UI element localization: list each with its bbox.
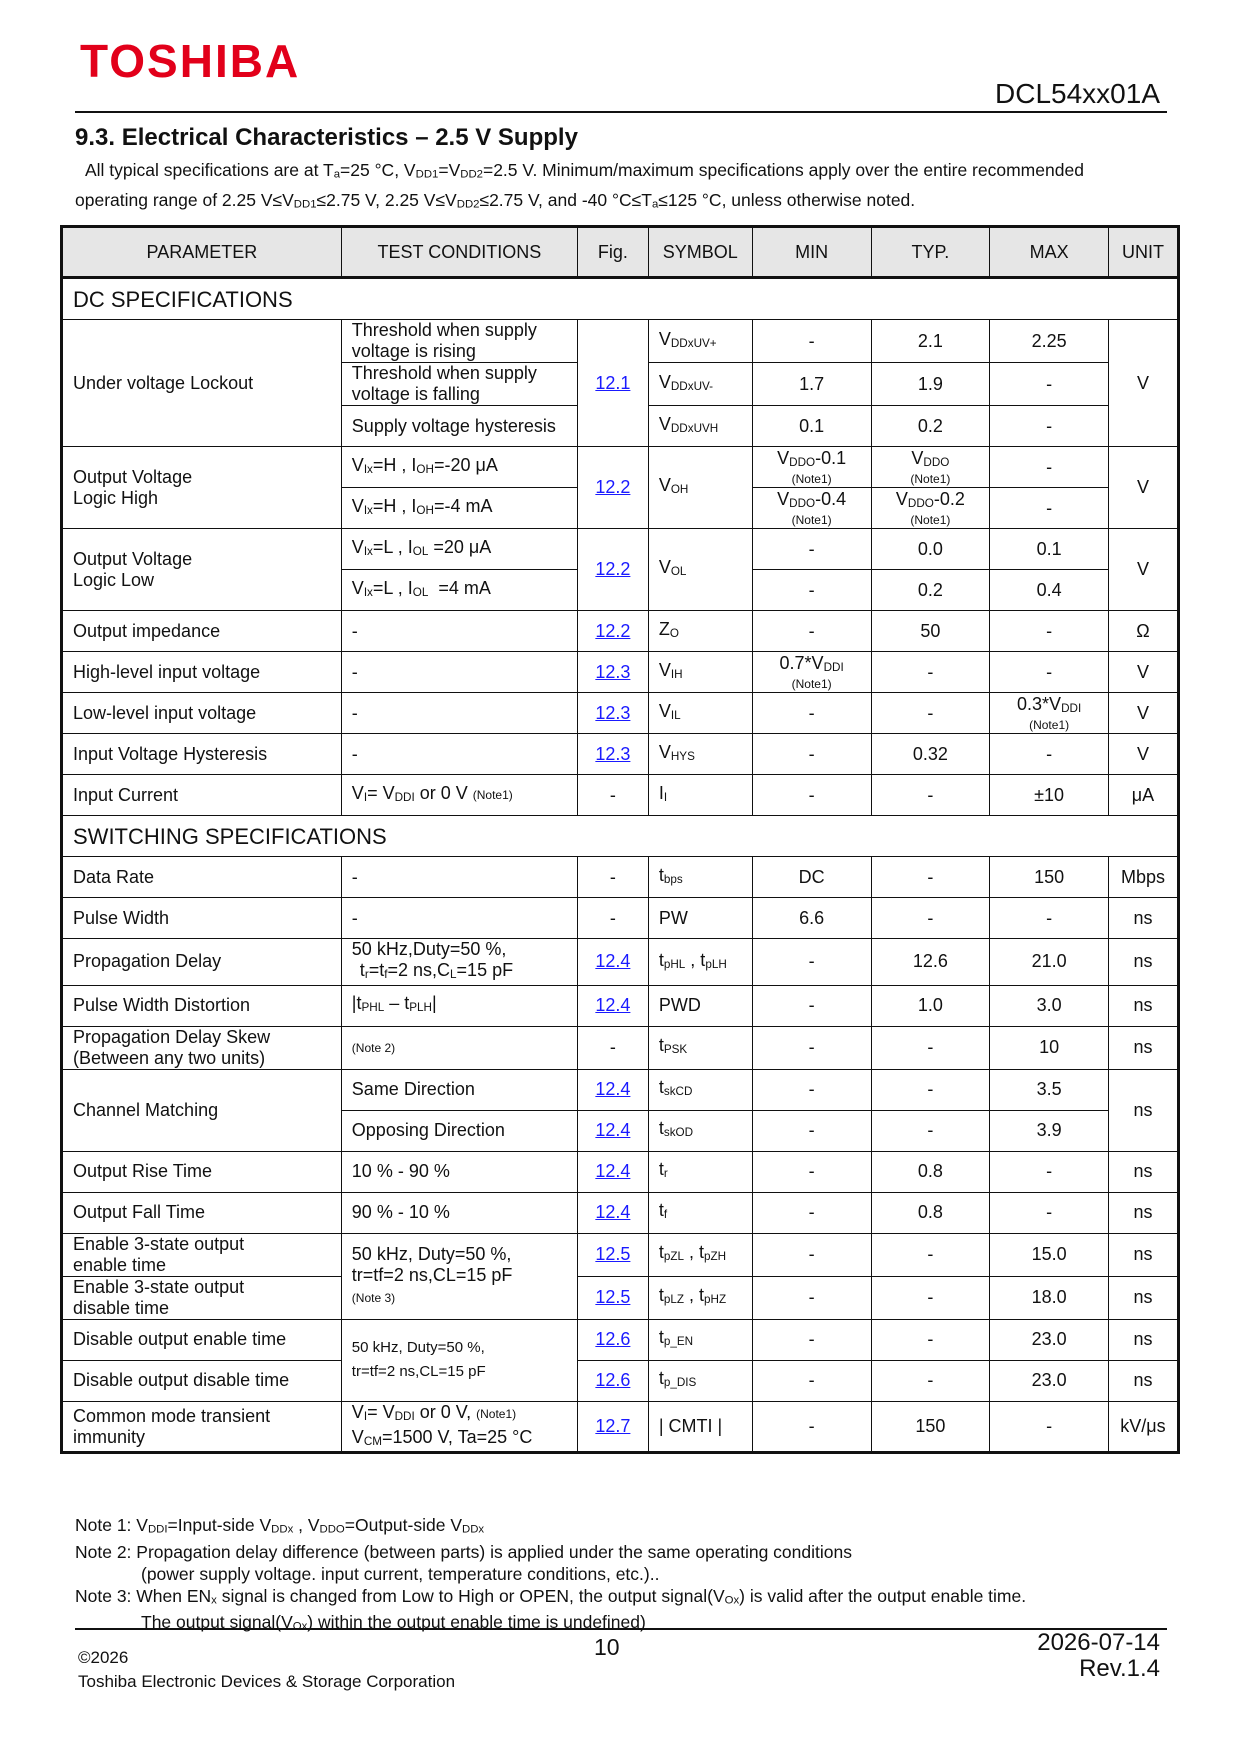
header-min: MIN <box>752 227 871 278</box>
doc-date: 2026-07-14 <box>1037 1629 1160 1656</box>
table-row: Disable output disable time 12.6 $t_{p\_DIS}$ - - 23.0 ns <box>62 1360 1179 1401</box>
fig-link[interactable]: 12.7 <box>595 1416 631 1436</box>
electrical-characteristics-table <box>60 225 1180 1454</box>
fig-link[interactable]: 12.4 <box>595 951 631 972</box>
table-row: High-level input voltage - 12.3 $V_{IH}$ $0.7*V_{DDI}$ (Note1) - - V <box>62 652 1179 693</box>
table-row: Output Voltage Logic Low $V_{Ix}=L$ , $I_{OL} =20$ μA 12.2 $V_{OL}$ - 0.0 0.1 V <box>62 529 1179 570</box>
section-title: 9.3. Electrical Characteristics – 2.5 V Supply <box>75 124 578 151</box>
fig-link[interactable]: 12.3 <box>595 743 631 764</box>
param-uvlo: Under voltage Lockout <box>62 320 342 447</box>
fig-link[interactable]: 12.6 <box>595 1329 631 1350</box>
fig-link[interactable]: 12.4 <box>595 1202 631 1223</box>
footer-left <box>78 1646 455 1694</box>
notes: Note 1: $V_{DDI}=Input$-side $V_{DDx}$ , $V_{DDO}=Output$-side $V_{DDx}$ Note 2: Propagation delay difference (between parts) is applied under the same operating conditions (power supply voltage. input current, temperature conditions, etc.).. Note 3: When $EN_x$ signal is changed from Low to High or OPEN, the output $signal(V_{Ox})$ is valid after the output enable time. The output $signal(V_{Ox})$ within the output enable time is undefined) <box>75 1514 1175 1638</box>
table-row: Threshold when supply voltage is falling $V_{DDxUV-}$ 1.7 1.9 - <box>62 363 1179 406</box>
toshiba-logo: TOSHIBA <box>80 35 301 87</box>
footer-right <box>1037 1630 1160 1682</box>
table-row: Low-level input voltage - 12.3 $V_{IL}$ - - $0.3*V_{DDI}$ (Note1) V <box>62 693 1179 734</box>
header-rule <box>75 111 1167 113</box>
document-id: DCL54xx01A <box>995 78 1160 109</box>
dc-section-row <box>62 278 1179 320</box>
table-row: Pulse Width Distortion $|t_{PHL} - t_{PLH}|$ 12.4 PWD - 1.0 3.0 ns <box>62 985 1179 1026</box>
header-unit: UNIT <box>1108 227 1178 278</box>
header-parameter: PARAMETER <box>62 227 342 278</box>
table-row: Output Fall Time 90 % - 10 % 12.4 $t_f$ - 0.8 - ns <box>62 1192 1179 1233</box>
switching-section-title: SWITCHING SPECIFICATIONS <box>62 816 1179 857</box>
table-row: Propagation Delay 50 kHz,Duty=50 %, $t_r=t_f=2$ $ns,C_L=15$ pF 12.4 $t_{pHL}$ , $t_{pLH}$ - 12.6 21.0 ns <box>62 939 1179 986</box>
table-row: Output Rise Time 10 % - 90 % 12.4 $t_r$ - 0.8 - ns <box>62 1151 1179 1192</box>
fig-link[interactable]: 12.4 <box>595 1079 631 1100</box>
header-max: MAX <box>990 227 1109 278</box>
table-row: Enable 3-state output disable time 12.5 $t_{pLZ}$ , $t_{pHZ}$ - - 18.0 ns <box>62 1276 1179 1319</box>
table-row: Input Current $V_I= V_{DDI}$ or 0 V (Note1) - $I_I$ - - ±10 μA <box>62 775 1179 816</box>
dc-section-title: DC SPECIFICATIONS <box>62 278 1179 320</box>
intro-paragraph: All typical specifications are at $T_a=25$ °C, $V_{DD1}=V_{DD2}=2.5$ V. Minimum/maximum specifications apply over the entire recommended operating range of 2.25 $V\le V_{DD1}\le 2.75$ V, 2.25 $V\le V_{DD2}\le 2.75$ V, and -40 $^\circ C\le T_a\le 125$ °C, unless otherwise noted. <box>75 160 1084 211</box>
header-test-conditions: TEST CONDITIONS <box>341 227 577 278</box>
table-row: Output impedance - 12.2 $Z_O$ - 50 - Ω <box>62 611 1179 652</box>
fig-link[interactable]: 12.5 <box>595 1287 631 1308</box>
fig-link[interactable]: 12.2 <box>595 477 631 497</box>
header-fig: Fig. <box>577 227 648 278</box>
param-vol: Output Voltage Logic Low <box>62 529 342 611</box>
table-row: Common mode transient immunity $V_I= V_{DDI}$ or 0 V, (Note1) $V_{CM}=1500$ V, Ta=25 °C 12.7 | CMTI | - 150 - kV/μs <box>62 1401 1179 1453</box>
copyright: ©2026 <box>78 1648 129 1667</box>
table-row: Enable 3-state output enable time 50 kHz, Duty=50 %, tr=tf=2 ns,CL=15 pF (Note 3) 12.5 $t_{pZL}$ , $t_{pZH}$ - - 15.0 ns <box>62 1233 1179 1276</box>
table-header-row <box>62 227 1179 278</box>
table-row: Under voltage Lockout Threshold when supply voltage is rising 12.1 $V_{DDxUV+}$ - 2.1 2.25 V <box>62 320 1179 363</box>
fig-link[interactable]: 12.4 <box>595 1120 631 1141</box>
fig-link[interactable]: 12.5 <box>595 1244 631 1265</box>
fig-link[interactable]: 12.1 <box>595 372 631 393</box>
footer-rule <box>75 1628 1167 1630</box>
fig-link[interactable]: 12.6 <box>595 1370 631 1391</box>
revision: Rev.1.4 <box>1079 1655 1160 1682</box>
table-row: Pulse Width - - PW 6.6 - - ns <box>62 898 1179 939</box>
table-row: Supply voltage hysteresis $V_{DDxUVH}$ 0.1 0.2 - <box>62 406 1179 447</box>
table-row: Propagation Delay Skew (Between any two units) (Note 2) - $t_{PSK}$ - - 10 ns <box>62 1026 1179 1069</box>
switching-section-row <box>62 816 1179 857</box>
table-row: $V_{Ix}=H$ , $I_{OH}=-4$ mA $V_{DDO}-0.4$ (Note1) $V_{DDO}-0.2$ (Note1) - <box>62 488 1179 529</box>
table-row: Input Voltage Hysteresis - 12.3 $V_{HYS}$ - 0.32 - V <box>62 734 1179 775</box>
fig-link[interactable]: 12.4 <box>595 995 631 1016</box>
note-1: Note 1: $V_{DDI}=Input$-side $V_{DDx}$ , $V_{DDO}=Output$-side $V_{DDx}$ <box>75 1515 485 1536</box>
table-row: Disable output enable time 50 kHz, Duty=50 %, tr=tf=2 ns,CL=15 pF 12.6 $t_{p\_EN}$ - - 23.0 ns <box>62 1319 1179 1360</box>
header-typ: TYP. <box>871 227 990 278</box>
param-voh: Output Voltage Logic High <box>62 447 342 529</box>
table-row: Output Voltage Logic High $V_{Ix}=H$ , $I_{OH}=-20$ μA 12.2 $V_{OH}$ $V_{DDO}-0.1$ (Note1) $V_{DDO}$ (Note1) - V <box>62 447 1179 488</box>
note-3: Note 3: When $EN_x$ signal is changed from Low to High or OPEN, the output $signal(V_{Ox})$ is valid after the output enable time. <box>75 1585 1027 1607</box>
note-2: Note 2: Propagation delay difference (between parts) is applied under the same operating conditions <box>75 1541 852 1562</box>
table-row: Channel Matching Same Direction 12.4 $t_{skCD}$ - - 3.5 ns <box>62 1069 1179 1110</box>
fig-link[interactable]: 12.2 <box>595 620 631 641</box>
fig-link[interactable]: 12.3 <box>595 661 631 682</box>
header-symbol: SYMBOL <box>648 227 752 278</box>
table-row: Opposing Direction 12.4 $t_{skOD}$ - - 3.9 <box>62 1110 1179 1151</box>
table-row: $V_{Ix}=L$ , $I_{OL} =4$ mA - 0.2 0.4 <box>62 570 1179 611</box>
table-row: Data Rate - - $t_{bps}$ DC - 150 Mbps <box>62 857 1179 898</box>
fig-link[interactable]: 12.2 <box>595 559 631 579</box>
company-name: Toshiba Electronic Devices & Storage Corporation <box>78 1672 456 1691</box>
fig-link[interactable]: 12.3 <box>595 702 631 723</box>
page-number: 10 <box>594 1634 620 1660</box>
fig-link[interactable]: 12.4 <box>595 1161 631 1182</box>
